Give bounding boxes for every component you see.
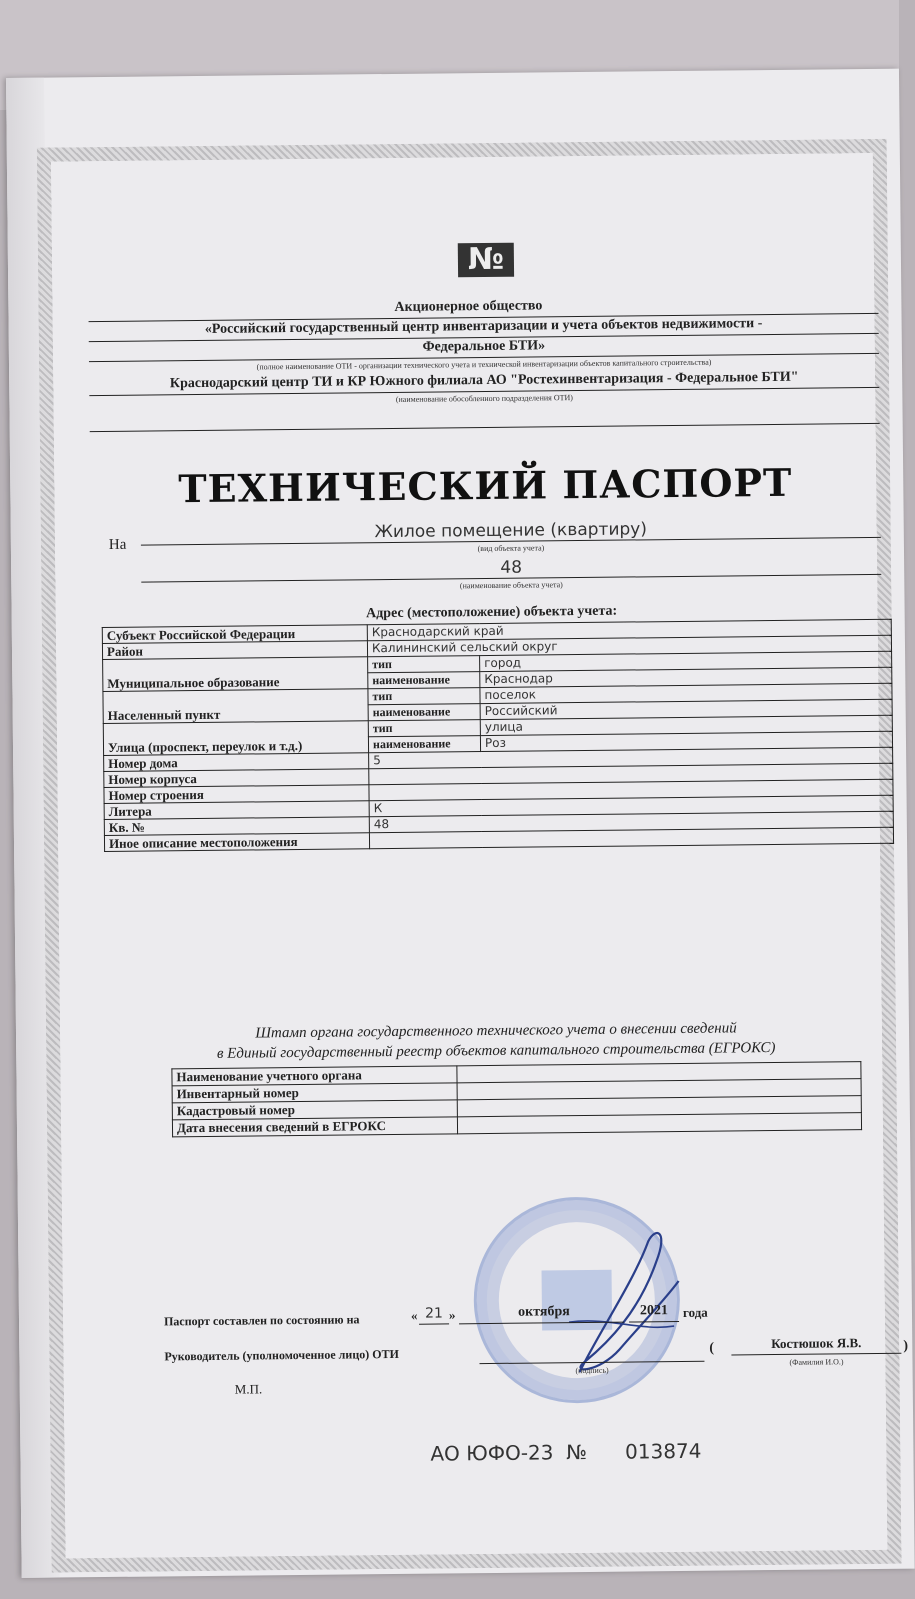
date-month: октября	[518, 1304, 570, 1320]
org-line-2: «Российский государственный центр инвентаризации и учета объектов недвижимости -	[204, 316, 763, 337]
settlement-name-label: наименование	[368, 704, 480, 721]
org-note: (полное наименование ОТИ - организации технического учета и технической инвентаризации объектов капитального строительства)	[256, 357, 712, 372]
municipal-type-label: тип	[368, 656, 480, 673]
head-label: Руководитель (уполномоченное лицо) ОТИ	[164, 1346, 399, 1364]
settlement-type-value: поселок	[480, 683, 892, 703]
stamp-row-label: Дата внесения сведений в ЕГРОКС	[172, 1117, 457, 1137]
stamp-row-label: Кадастровый номер	[172, 1100, 457, 1120]
name-note: (Фамилия И.О.)	[789, 1357, 844, 1367]
street-name-value: Роз	[480, 731, 892, 751]
numero-sign: №	[458, 243, 514, 278]
street-label: Улица (проспект, переулок и т.д.)	[103, 721, 368, 756]
flat-label: Кв. №	[104, 817, 369, 836]
district-value: Калининский сельский округ	[367, 635, 891, 656]
settlement-label: Населенный пункт	[103, 689, 368, 724]
municipal-name-label: наименование	[368, 672, 480, 689]
object-type-value: Жилое помещение (квартиру)	[374, 519, 648, 543]
head-name: Костюшок Я.В.	[771, 1335, 862, 1352]
date-day: 21	[424, 1305, 443, 1322]
stamp-row-label: Инвентарный номер	[172, 1083, 457, 1103]
litera-value: К	[369, 795, 893, 816]
mp-label: М.П.	[234, 1381, 263, 1397]
settlement-name-value: Российский	[480, 699, 892, 719]
litera-label: Литера	[104, 801, 369, 820]
object-name-note: (наименование объекта учета)	[459, 580, 563, 591]
street-type-value: улица	[480, 715, 892, 735]
address-heading: Адрес (местоположение) объекта учета:	[365, 603, 618, 622]
stamp-table	[171, 1061, 862, 1137]
house-value: 5	[369, 747, 893, 768]
object-name-value: 48	[500, 557, 523, 578]
subject-label: Субъект Российской Федерации	[102, 625, 367, 644]
municipal-name-value: Краснодар	[480, 667, 892, 687]
korpus-label: Номер корпуса	[104, 769, 369, 788]
stamp-heading-1: Штамп органа государственного технического учета о внесении сведений	[255, 1020, 737, 1042]
branch-name: Краснодарский центр ТИ и КР Южного филиала АО "Ростехинвентаризация - Федеральное БТИ"	[169, 369, 799, 392]
municipal-type-value: город	[480, 651, 892, 671]
form-number: АО ЮФО-23 № 013874	[430, 1438, 702, 1466]
street-name-label: наименование	[368, 736, 480, 753]
org-line-3: Федеральное БТИ»	[422, 338, 546, 355]
district-label: Район	[102, 641, 367, 660]
street-type-label: тип	[368, 720, 480, 737]
stamp-row-value	[457, 1113, 861, 1134]
subject-value: Краснодарский край	[367, 619, 891, 640]
stamp-heading-2: в Единый государственный реестр объектов капитального строительства (ЕГРОКС)	[216, 1039, 776, 1062]
document-title: ТЕХНИЧЕСКИЙ ПАСПОРТ	[178, 459, 793, 512]
stamp-row-label: Наименование учетного органа	[172, 1066, 457, 1086]
object-type-note: (вид объекта учета)	[477, 543, 545, 554]
na-label: На	[108, 536, 127, 553]
other-label: Иное описание местоположения	[104, 833, 369, 852]
year-suffix: года	[682, 1304, 708, 1320]
municipal-label: Муниципальное образование	[103, 657, 368, 692]
passport-page: № Акционерное общество «Российский государственный центр инвентаризации и учета объектов недвижимости - Федеральное БТИ» (полное наименование ОТИ - организации технического учета и технической инвентаризации объектов капитального строительства) Краснодарский центр ТИ и КР Южного филиала АО "Ростехинвентаризация - Федеральное БТИ" (наименование обособленного подразделения ОТИ) ТЕХНИЧЕСКИЙ ПАСПОРТ На Жилое помещение (квартиру) (вид объекта учета) 48 (наименование объекта учета) Адрес (местоположение) объекта учета: Субъект Российской Федерации Краснодарский край Район Калининский сельский округ Муниципальное образование тип город наименование Краснодар Населенный пункт тип поселок наименование Российский Улица (проспект, переулок и т.д.) тип улица наименование Роз Номер дома 5 Номер корпуса Номер строения Литера К Кв. № 48 Иное описание местоположения Штамп органа государственного технического учета о внесении сведений в Единый государственный реестр объектов капитального строительства (ЕГРОКС) Наименование учетного органа Инвентарный номер Кадастровый номер Дата внесения сведений в ЕГРОКС Паспорт составлен по состоянию на « 21 » октября 2021 года Руководитель (уполномоченное лицо) ОТИ (подпись) ( Костюшок Я.В. (Фамилия И.О.) ) М.П. АО ЮФО-23 № 013874	[6, 69, 915, 1578]
settlement-type-label: тип	[368, 688, 480, 705]
date-year: 2021	[639, 1303, 669, 1319]
flat-value: 48	[369, 811, 893, 832]
org-line-1: Акционерное общество	[394, 298, 543, 315]
composed-label: Паспорт составлен по состоянию на	[163, 1312, 360, 1329]
address-table	[102, 619, 894, 852]
signature-note: (подпись)	[575, 1365, 609, 1376]
building-label: Номер строения	[104, 785, 369, 804]
branch-note: (наименование обособленного подразделения ОТИ)	[395, 393, 573, 404]
house-label: Номер дома	[104, 753, 369, 772]
